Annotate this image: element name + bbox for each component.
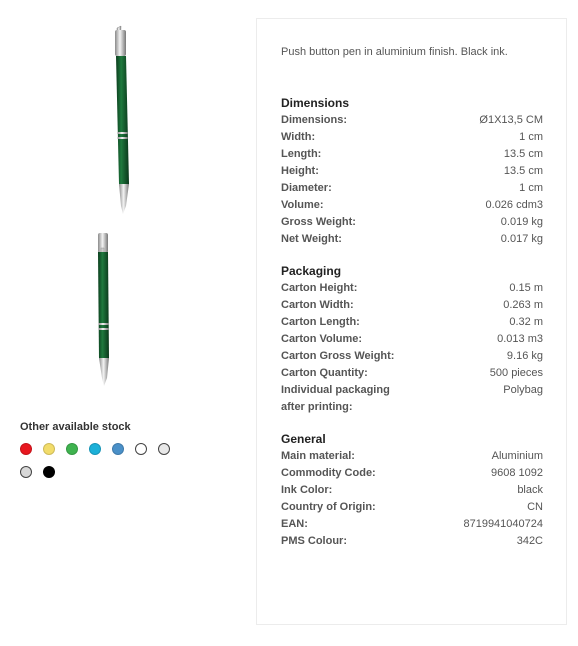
swatch-cyan[interactable] — [89, 443, 101, 455]
swatch-yellow[interactable] — [43, 443, 55, 455]
spec-value: Polybag — [503, 384, 543, 396]
spec-value: 9608 1092 — [491, 467, 543, 479]
spec-value: 1 cm — [519, 131, 543, 143]
other-stock-title: Other available stock — [20, 421, 131, 433]
spec-label: Volume: — [281, 199, 324, 211]
spec-row — [281, 112, 543, 129]
spec-row — [281, 214, 543, 231]
spec-value: 0.32 m — [509, 316, 543, 328]
spec-row — [281, 314, 543, 331]
spec-row — [281, 129, 543, 146]
spec-row — [281, 499, 543, 516]
spec-label: Width: — [281, 131, 316, 143]
spec-value: CN — [527, 501, 543, 513]
spec-label: PMS Colour: — [281, 535, 347, 547]
spec-label: Diameter: — [281, 182, 332, 194]
spec-row — [281, 382, 543, 416]
spec-value: 0.026 cdm3 — [485, 199, 543, 211]
spec-label: Main material: — [281, 450, 355, 462]
spec-label: Carton Height: — [281, 282, 358, 294]
spec-value: 1 cm — [519, 182, 543, 194]
spec-label: Carton Quantity: — [281, 367, 368, 379]
spec-value: 0.019 kg — [500, 216, 543, 228]
spec-value: black — [517, 484, 543, 496]
spec-label: Length: — [281, 148, 322, 160]
spec-value: 0.017 kg — [500, 233, 543, 245]
dimensions-section — [281, 95, 543, 248]
swatch-blue[interactable] — [112, 443, 124, 455]
spec-value: 0.263 m — [503, 299, 543, 311]
spec-label: Carton Width: — [281, 299, 354, 311]
product-gallery — [0, 0, 250, 646]
spec-row — [281, 146, 543, 163]
spec-value: 9.16 kg — [506, 350, 543, 362]
spec-row — [281, 331, 543, 348]
spec-value: 500 pieces — [489, 367, 543, 379]
spec-label: Commodity Code: — [281, 467, 376, 479]
product-image-thumb[interactable] — [90, 230, 118, 388]
spec-label: Individual packaging after printing: — [281, 384, 390, 413]
spec-value: 13.5 cm — [503, 148, 543, 160]
dimensions-rows — [281, 112, 543, 248]
spec-label: Gross Weight: — [281, 216, 356, 228]
general-section — [281, 431, 543, 550]
spec-label: Carton Length: — [281, 316, 360, 328]
swatch-grey[interactable] — [20, 466, 32, 478]
packaging-section — [281, 263, 543, 416]
spec-row — [281, 465, 543, 482]
general-rows — [281, 448, 543, 550]
spec-row — [281, 365, 543, 382]
spec-value: 8719941040724 — [463, 518, 543, 530]
spec-label: Height: — [281, 165, 319, 177]
spec-row — [281, 448, 543, 465]
spec-value: Aluminium — [491, 450, 543, 462]
spec-row — [281, 482, 543, 499]
spec-row — [281, 297, 543, 314]
spec-row — [281, 197, 543, 214]
packaging-rows — [281, 280, 543, 416]
spec-value: Ø1X13,5 CM — [479, 114, 543, 126]
spec-value: 13.5 cm — [503, 165, 543, 177]
spec-label: Carton Gross Weight: — [281, 350, 395, 362]
swatch-white[interactable] — [135, 443, 147, 455]
product-details-panel — [256, 18, 567, 625]
packaging-title: Packaging — [281, 264, 342, 278]
spec-row — [281, 180, 543, 197]
spec-value: 0.013 m3 — [497, 333, 543, 345]
product-description: Push button pen in aluminium finish. Black ink. — [281, 46, 508, 58]
spec-row — [281, 231, 543, 248]
spec-label: Dimensions: — [281, 114, 348, 126]
dimensions-title: Dimensions — [281, 96, 350, 110]
swatch-light-grey[interactable] — [158, 443, 170, 455]
swatch-green[interactable] — [66, 443, 78, 455]
spec-label: Country of Origin: — [281, 501, 376, 513]
swatch-black[interactable] — [43, 466, 55, 478]
spec-label: Net Weight: — [281, 233, 342, 245]
spec-value: 0.15 m — [509, 282, 543, 294]
spec-label: Carton Volume: — [281, 333, 363, 345]
spec-row — [281, 533, 543, 550]
spec-value: 342C — [516, 535, 543, 547]
spec-row — [281, 280, 543, 297]
swatch-red[interactable] — [20, 443, 32, 455]
spec-label: Ink Color: — [281, 484, 333, 496]
spec-row — [281, 516, 543, 533]
spec-row — [281, 348, 543, 365]
spec-row — [281, 163, 543, 180]
product-image-main[interactable] — [105, 24, 141, 216]
spec-label: EAN: — [281, 518, 308, 530]
general-title: General — [281, 432, 326, 446]
